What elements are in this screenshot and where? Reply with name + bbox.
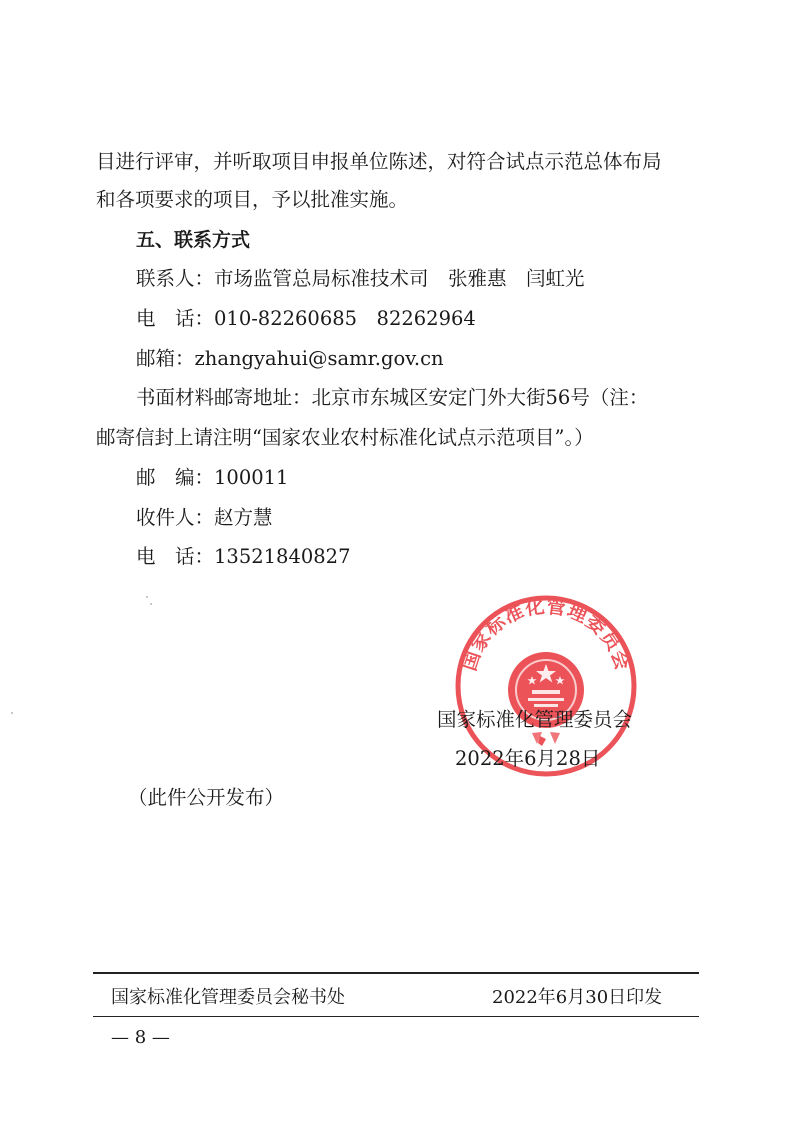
contact-phone: 电 话：010-82260685 82262964 [136, 307, 476, 330]
body-text-line-1: 目进行评审，并听取项目申报单位陈述，对符合试点示范总体布局 [96, 150, 662, 173]
footer-print-date: 2022年6月30日印发 [492, 987, 663, 1008]
signature-date: 2022年6月28日 [455, 747, 601, 770]
seal-text: 国家标准化管理委员会 [458, 595, 634, 674]
section-heading-contact: 五、联系方式 [136, 229, 251, 251]
postcode: 邮 编：100011 [136, 466, 289, 489]
contact-email: 邮箱：zhangyahui@samr.gov.cn [136, 347, 444, 370]
mail-address-line-2: 邮寄信封上请注明“国家农业农村标准化试点示范项目”。） [96, 426, 594, 449]
recipient: 收件人：赵方慧 [136, 506, 273, 529]
recipient-phone: 电 话：13521840827 [136, 545, 351, 568]
signature-organization: 国家标准化管理委员会 [437, 708, 633, 731]
scan-speck [146, 596, 148, 598]
footer-bottom-rule [93, 1016, 699, 1017]
page-number: — 8 — [111, 1027, 170, 1048]
scan-speck [11, 712, 13, 714]
disclosure-note: （此件公开发布） [128, 786, 285, 809]
footer-issuer: 国家标准化管理委员会秘书处 [111, 987, 345, 1008]
footer-top-rule [93, 972, 699, 974]
mail-address-line-1: 书面材料邮寄地址：北京市东城区安定门外大街56号（注： [136, 386, 649, 409]
contact-person: 联系人：市场监管总局标准技术司 张雅惠 闫虹光 [136, 267, 585, 290]
scan-speck [150, 603, 152, 605]
body-text-line-2: 和各项要求的项目，予以批准实施。 [96, 188, 409, 211]
